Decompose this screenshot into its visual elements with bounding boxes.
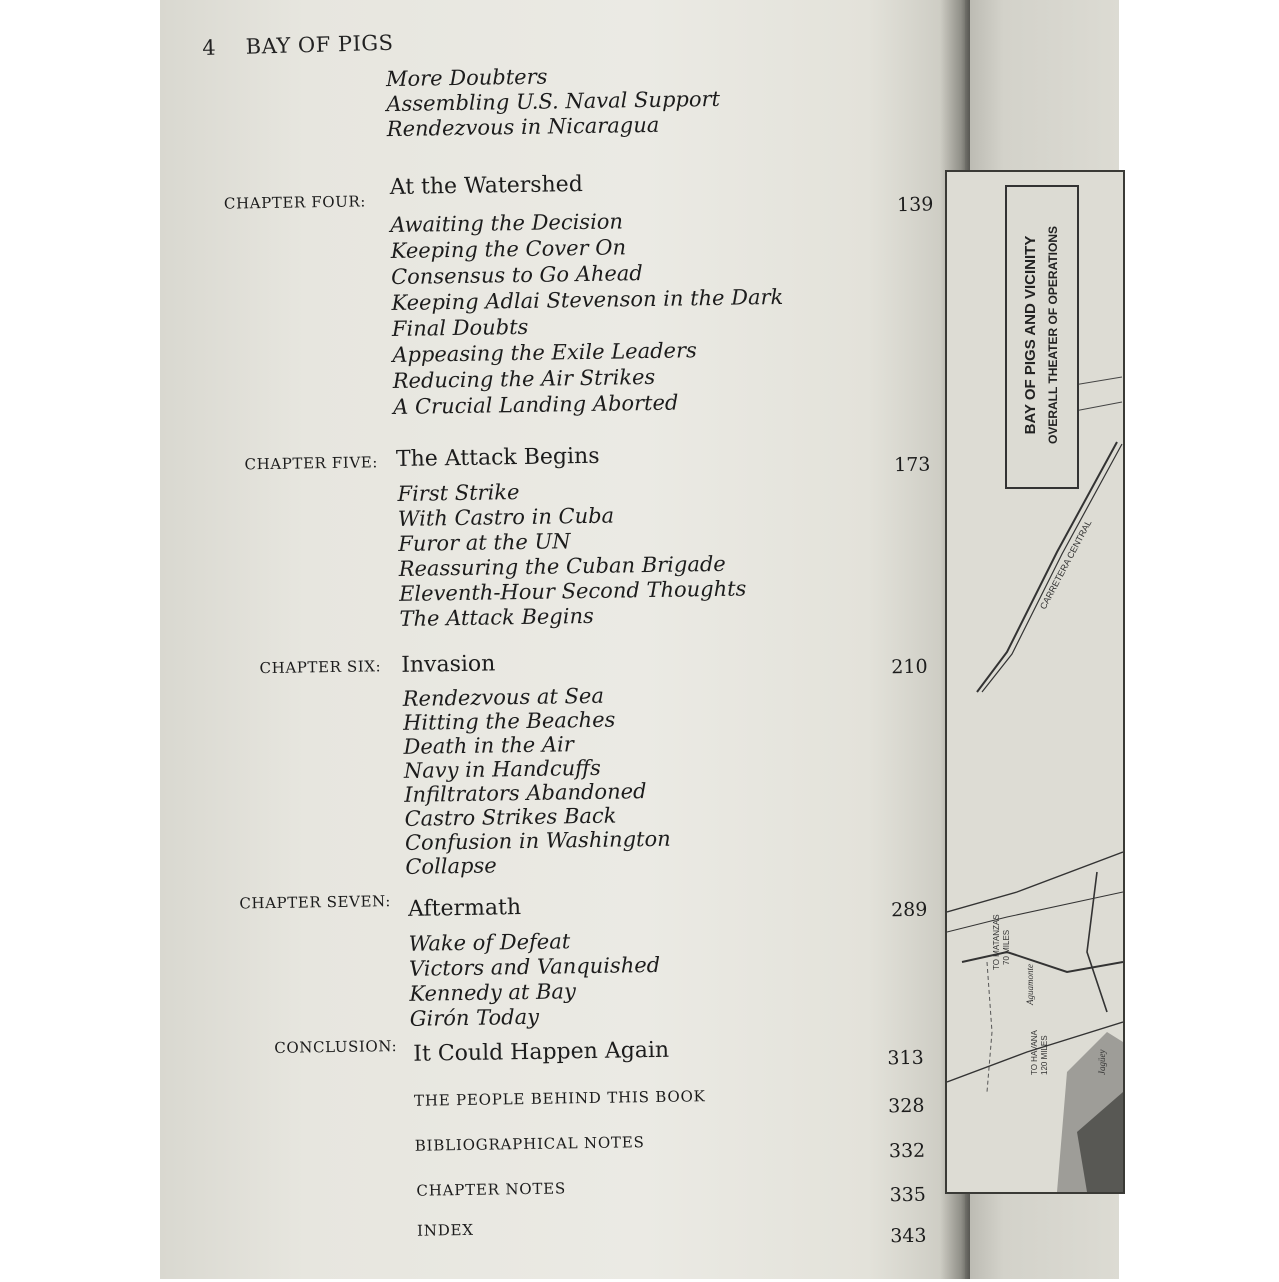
toc-subitem: Appeasing the Exile Leaders	[392, 338, 697, 368]
toc-subitem: Reducing the Air Strikes	[392, 364, 656, 394]
toc-subitem: Infiltrators Abandoned	[404, 779, 647, 807]
running-title: BAY OF PIGS	[245, 30, 394, 59]
map-matanzas-miles: 70 MILES	[1002, 929, 1011, 965]
toc-subitem: Castro Strikes Back	[404, 803, 617, 831]
chapter-label: CONCLUSION:	[274, 1037, 398, 1057]
map-havana-label: TO HAVANA	[1030, 1030, 1039, 1075]
toc-subitem: Hitting the Beaches	[402, 707, 616, 735]
toc-subitem: Eleventh-Hour Second Thoughts	[398, 576, 747, 606]
toc-subitem: More Doubters	[385, 64, 548, 92]
chapter-title: At the Watershed	[389, 172, 584, 201]
chapter-title: Invasion	[401, 651, 496, 678]
toc-subitem: Wake of Defeat	[408, 929, 571, 956]
toc-subitem: Girón Today	[409, 1004, 540, 1031]
chapter-page: 139	[896, 193, 934, 217]
back-matter-page: 335	[889, 1183, 927, 1207]
toc-subitem: Kennedy at Bay	[409, 979, 577, 1006]
back-matter-label: BIBLIOGRAPHICAL NOTES	[414, 1133, 645, 1155]
toc-subitem: Awaiting the Decision	[390, 209, 624, 238]
toc-subitem: With Castro in Cuba	[397, 503, 615, 531]
toc-subitem: Keeping the Cover On	[390, 235, 627, 264]
chapter-page: 289	[890, 898, 928, 922]
back-matter-label: THE PEOPLE BEHIND THIS BOOK	[413, 1087, 706, 1110]
chapter-page: 313	[887, 1046, 924, 1070]
chapter-label: CHAPTER FOUR:	[223, 192, 367, 213]
map-havana-miles: 120 MILES	[1040, 1035, 1049, 1075]
toc-subitem: Reassuring the Cuban Brigade	[398, 551, 726, 581]
toc-subitem: Assembling U.S. Naval Support	[386, 86, 721, 117]
back-matter-page: 343	[890, 1224, 927, 1248]
map-road-label: CARRETERA CENTRAL	[1037, 518, 1094, 611]
toc-subitem: Confusion in Washington	[404, 826, 671, 855]
chapter-page: 210	[891, 655, 928, 679]
toc-subitem: Consensus to Go Ahead	[390, 261, 643, 290]
chapter-page: 173	[893, 453, 931, 477]
chapter-title: Aftermath	[407, 895, 522, 922]
toc-subitem: Rendezvous at Sea	[402, 683, 605, 711]
toc-subitem: Keeping Adlai Stevenson in the Dark	[391, 284, 784, 316]
toc-subitem: A Crucial Landing Aborted	[392, 390, 679, 420]
toc-subitem: Navy in Handcuffs	[403, 755, 602, 783]
toc-subitem: First Strike	[397, 480, 520, 506]
toc-subitem: Victors and Vanquished	[408, 952, 661, 981]
map-title-line2: OVERALL THEATER OF OPERATIONS	[1046, 225, 1060, 445]
toc-subitem: Death in the Air	[403, 732, 574, 759]
toc-subitem: Collapse	[405, 853, 497, 879]
toc-subitem: Final Doubts	[391, 314, 529, 342]
back-matter-label: CHAPTER NOTES	[416, 1179, 567, 1200]
map-title-line1: BAY OF PIGS AND VICINITY	[1022, 235, 1039, 435]
chapter-label: CHAPTER SIX:	[259, 657, 382, 678]
chapter-label: CHAPTER FIVE:	[244, 453, 379, 474]
back-matter-label: INDEX	[416, 1220, 474, 1240]
toc-subitem: The Attack Begins	[399, 603, 594, 631]
chapter-title: The Attack Begins	[395, 443, 600, 472]
map-town-jaguey: Jagüey	[1097, 1049, 1107, 1075]
back-matter-page: 328	[888, 1094, 925, 1118]
chapter-label: CHAPTER SEVEN:	[239, 892, 392, 913]
toc-subitem: Rendezvous in Nicaragua	[386, 112, 660, 142]
toc-subitem: Furor at the UN	[398, 529, 571, 556]
map-town-aguamonte: Aguamonte	[1025, 964, 1035, 1005]
chapter-title: It Could Happen Again	[413, 1037, 670, 1067]
map-matanzas-label: TO MATANZAS	[992, 914, 1001, 970]
back-matter-page: 332	[888, 1139, 926, 1163]
page-number: 4	[202, 35, 217, 60]
